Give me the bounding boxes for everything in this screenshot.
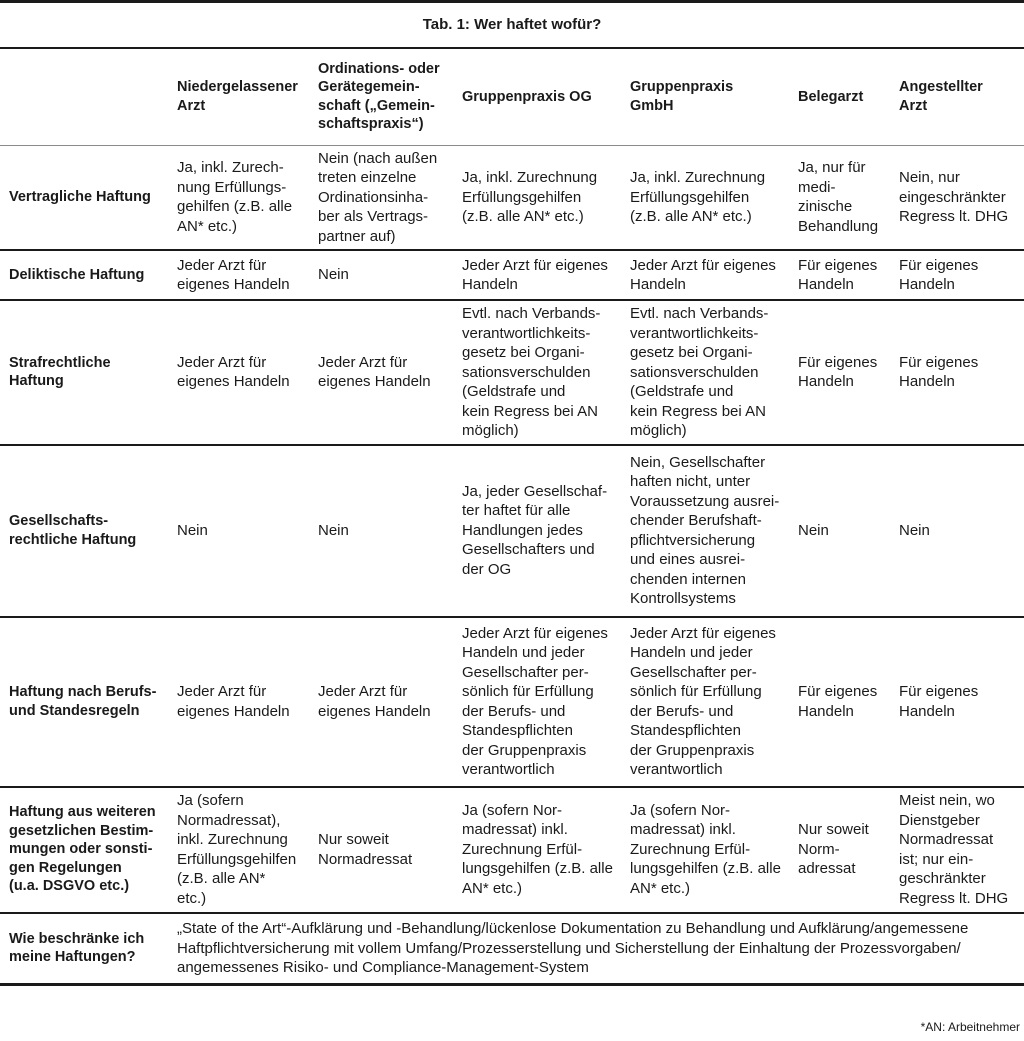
row-label: Gesellschafts- rechtliche Haftung — [9, 513, 137, 548]
table-cell: Nein — [798, 521, 829, 539]
table-cell: Für eigenes Handeln — [899, 256, 979, 293]
row-label: Strafrechtliche Haftung — [9, 354, 111, 390]
table-cell: Ja, inkl. Zurechnung Erfüllungsgehilfen (z.B. alle AN* etc.) — [462, 169, 598, 225]
table-cell: Ja (sofern Nor- madressat) inkl. Zurechnung Erfül- lungsgehilfen (z.B. alle AN* etc.) — [462, 801, 613, 897]
table-cell: Nein (nach außen treten einzelne Ordinationsinha- ber als Vertrags- partner auf) — [318, 149, 438, 245]
table-cell: Ja (sofern Nor- madressat) inkl. Zurechnung Erfül- lungsgehilfen (z.B. alle AN* etc.) — [630, 801, 781, 897]
table-cell: Für eigenes Handeln — [899, 683, 979, 720]
header-cell: Niedergelassener Arzt — [177, 79, 298, 114]
table-cell: Evtl. nach Verbands- verantwortlichkeits- gesetz bei Organi- sationsverschulden (Geldstrafe und kein Regress bei AN möglich) — [630, 305, 769, 439]
table-cell: Nein, nur eingeschränkter Regress lt. DHG — [899, 169, 1009, 225]
row-label: Deliktische Haftung — [9, 266, 145, 283]
table-cell: Jeder Arzt für eigenes Handeln und jeder Gesellschafter per- sönlich für Erfüllung der Berufs- und Standespflichten der Gruppenpraxis verantwortlich — [630, 624, 776, 778]
table-cell: Jeder Arzt für eigenes Handeln — [177, 353, 290, 391]
header-row — [0, 49, 1024, 145]
table-cell: Nein — [899, 521, 930, 539]
table-cell: Meist nein, wo Dienstgeber Normadressat ist; nur ein- geschränkter Regress lt. DHG — [899, 792, 1009, 907]
table-cell: Jeder Arzt für eigenes Handeln und jeder Gesellschafter per- sönlich für Erfüllung der Berufs- und Standespflichten der Gruppenpraxis verantwortlich — [462, 624, 608, 778]
table-cell: Für eigenes Handeln — [798, 256, 878, 293]
table-cell: Nein — [318, 521, 349, 539]
table-cell: Jeder Arzt für eigenes Handeln — [177, 683, 290, 720]
table-cell: Jeder Arzt für eigenes Handeln — [318, 683, 431, 720]
header-cell: Ordinations- oder Gerätegemein- schaft („Gemein- schaftspraxis“) — [318, 60, 440, 133]
header-cell: Gruppenpraxis OG — [462, 88, 592, 105]
footnote: *AN: Arbeitnehmer — [920, 1020, 1020, 1034]
table-cell: Ja, nur für medi- zinische Behandlung — [798, 159, 879, 235]
table-title: Tab. 1: Wer haftet wofür? — [0, 0, 1024, 49]
header-cell: Gruppenpraxis GmbH — [630, 79, 734, 114]
table-cell: Ja, jeder Gesellschaf- ter haftet für alle Handlungen jedes Gesellschafters und der OG — [462, 482, 608, 578]
table-cell: Nein — [177, 521, 208, 539]
table-cell: Ja, inkl. Zurech- nung Erfüllungs- gehilfen (z.B. alle AN* etc.) — [177, 159, 293, 235]
row-label: Vertragliche Haftung — [9, 189, 151, 205]
table-row — [0, 145, 1024, 250]
liability-table — [0, 49, 1024, 986]
row-label: Haftung nach Berufs- und Standesregeln — [9, 684, 157, 719]
table-cell: Jeder Arzt für eigenes Handeln — [630, 256, 776, 293]
table-cell: Jeder Arzt für eigenes Handeln — [318, 353, 431, 391]
row-label: Wie beschränke ich meine Haftungen? — [9, 930, 145, 966]
table-row — [0, 300, 1024, 445]
table-cell: Für eigenes Handeln — [798, 683, 878, 720]
table-row — [0, 787, 1024, 913]
table-cell: Nein, Gesellschafter haften nicht, unter Voraussetzung ausrei- chender Berufshaft- pflichtversicherung und eines ausrei- chenden internen Kontrollsystems — [630, 453, 780, 607]
header-cell-empty — [0, 49, 168, 145]
table-cell: Ja, inkl. Zurechnung Erfüllungsgehilfen (z.B. alle AN* etc.) — [630, 169, 766, 225]
table-cell: Jeder Arzt für eigenes Handeln — [177, 256, 290, 293]
table-cell: Evtl. nach Verbands- verantwortlichkeits- gesetz bei Organi- sationsverschulden (Geldstrafe und kein Regress bei AN möglich) — [462, 305, 601, 439]
table-cell: Nur soweit Norm- adressat — [798, 821, 869, 878]
header-cell: Belegarzt — [798, 88, 864, 105]
table-cell: Nein — [318, 266, 349, 284]
table-cell: Für eigenes Handeln — [798, 353, 878, 391]
table-cell: Ja (sofern Normadressat), inkl. Zurechnung Erfüllungsgehilfen (z.B. alle AN* etc.) — [177, 792, 297, 907]
table-cell: Jeder Arzt für eigenes Handeln — [462, 256, 608, 293]
header-cell: Angestellter Arzt — [899, 79, 983, 114]
table-cell: Für eigenes Handeln — [899, 353, 979, 391]
table-row — [0, 250, 1024, 300]
table-row — [0, 445, 1024, 617]
summary-cell: „State of the Art“-Aufklärung und -Behandlung/lückenlose Dokumentation zu Behandlung und Aufklärung/angemessene Haftpflichtversicherung mit vollem Umfang/Prozesserstellung und Sicherstellung der Einhaltung der Prozessvorgaben/ angemessenes Risiko- und Compliance-Management-System — [177, 920, 969, 976]
table-row-summary — [0, 913, 1024, 985]
table-cell: Nur soweit Normadressat — [318, 831, 413, 868]
table-row — [0, 617, 1024, 787]
row-label: Haftung aus weiteren gesetzlichen Bestim- mungen oder sonsti- gen Regelungen (u.a. DSGVO etc.) — [9, 804, 156, 895]
